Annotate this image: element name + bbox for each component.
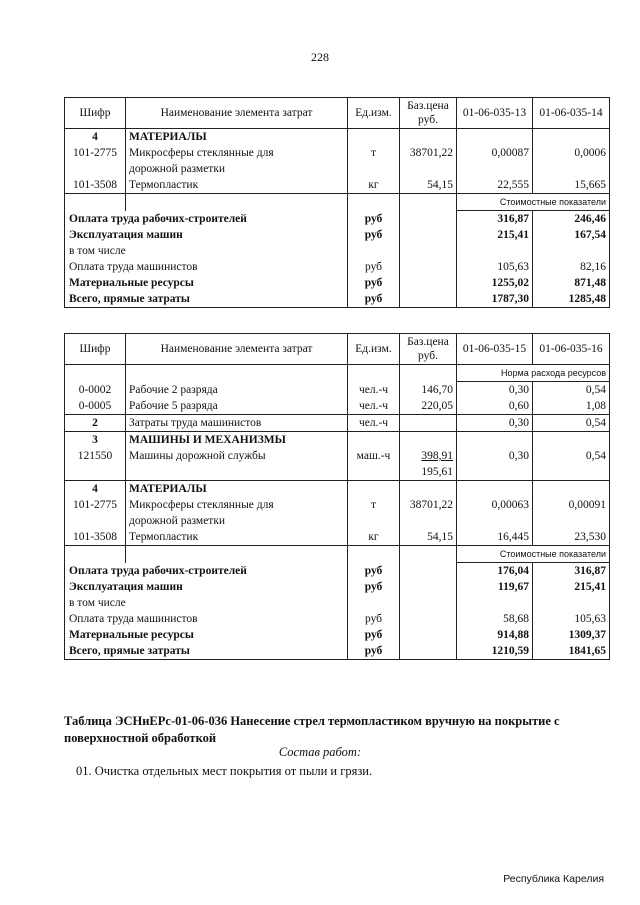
section-row: 4 МАТЕРИАЛЫ — [65, 129, 610, 146]
table-row: 0-0002 Рабочие 2 разряда чел.-ч 146,70 0,30 0,54 — [65, 382, 610, 399]
section-title: МАШИНЫ И МЕХАНИЗМЫ — [126, 432, 348, 449]
table-row-cont: дорожной разметки — [65, 513, 610, 529]
cost-row-total: Всего, прямые затраты руб 1210,59 1841,65 — [65, 643, 610, 660]
section-title: МАТЕРИАЛЫ — [126, 129, 348, 146]
cost-header: Стоимостные показатели — [457, 546, 610, 563]
cost-row: Оплата труда машинистов руб 105,63 82,16 — [65, 259, 610, 275]
table-row: 101-2775 Микросферы стеклянные для т 38701,22 0,00087 0,0006 — [65, 145, 610, 161]
header-code: Шифр — [65, 334, 126, 365]
section-title: МАТЕРИАЛЫ — [126, 481, 348, 498]
table-row: 101-3508 Термопластик кг 54,15 22,555 15,665 — [65, 177, 610, 194]
cost-header-row — [65, 194, 610, 211]
page-number: 228 — [311, 50, 329, 64]
header-col-b: 01-06-035-16 — [533, 334, 610, 365]
work-item: 01. Очистка отдельных мест покрытия от пыли и грязи. — [76, 764, 373, 778]
cost-row: Эксплуатация машин руб 119,67 215,41 — [65, 579, 610, 595]
cost-row: Эксплуатация машин руб 215,41 167,54 — [65, 227, 610, 243]
table-header-row — [65, 334, 610, 365]
cost-row: в том числе — [65, 595, 610, 611]
table-header-row — [65, 98, 610, 129]
cost-row: Материальные ресурсы руб 1255,02 871,48 — [65, 275, 610, 291]
cost-row-total: Всего, прямые затраты руб 1787,30 1285,48 — [65, 291, 610, 308]
header-price: Баз.цена руб. — [400, 98, 457, 129]
header-unit: Ед.изм. — [348, 98, 400, 129]
header-name: Наименование элемента затрат — [126, 98, 348, 129]
header-unit: Ед.изм. — [348, 334, 400, 365]
section-row: 3 МАШИНЫ И МЕХАНИЗМЫ — [65, 432, 610, 449]
table-row: 101-3508 Термопластик кг 54,15 16,445 23,530 — [65, 529, 610, 546]
cost-header: Стоимостные показатели — [457, 194, 610, 211]
cost-row: Материальные ресурсы руб 914,88 1309,37 — [65, 627, 610, 643]
section-row: 4 МАТЕРИАЛЫ — [65, 481, 610, 498]
header-col-a: 01-06-035-13 — [457, 98, 533, 129]
resource-table-2 — [64, 333, 610, 660]
cost-row: Оплата труда рабочих-строителей руб 316,87 246,46 — [65, 211, 610, 228]
cost-row: Оплата труда машинистов руб 58,68 105,63 — [65, 611, 610, 627]
table-row-cont: дорожной разметки — [65, 161, 610, 177]
header-price: Баз.цена руб. — [400, 334, 457, 365]
header-col-a: 01-06-035-15 — [457, 334, 533, 365]
header-code: Шифр — [65, 98, 126, 129]
norm-header: Норма расхода ресурсов — [457, 365, 610, 382]
header-col-b: 01-06-035-14 — [533, 98, 610, 129]
table-row: 2 Затраты труда машинистов чел.-ч 0,30 0,54 — [65, 415, 610, 432]
footer-region: Республика Карелия — [503, 873, 604, 885]
table-title: Таблица ЭСНиЕРс-01-06-036 Нанесение стрел термопластиком вручную на покрытие с поверхностной обработкой — [64, 714, 560, 745]
table-row-cont: 195,61 — [65, 464, 610, 481]
cost-row: в том числе — [65, 243, 610, 259]
cost-header-row — [65, 546, 610, 563]
cost-row: Оплата труда рабочих-строителей руб 176,04 316,87 — [65, 563, 610, 580]
table-row: 101-2775 Микросферы стеклянные для т 38701,22 0,00063 0,00091 — [65, 497, 610, 513]
table-row: 121550 Машины дорожной службы маш.-ч 398,91 0,30 0,54 — [65, 448, 610, 464]
header-name: Наименование элемента затрат — [126, 334, 348, 365]
norm-header-row — [65, 365, 610, 382]
work-composition-label: Состав работ: — [278, 745, 362, 759]
table-row: 0-0005 Рабочие 5 разряда чел.-ч 220,05 0,60 1,08 — [65, 398, 610, 415]
resource-table-1 — [64, 97, 610, 308]
